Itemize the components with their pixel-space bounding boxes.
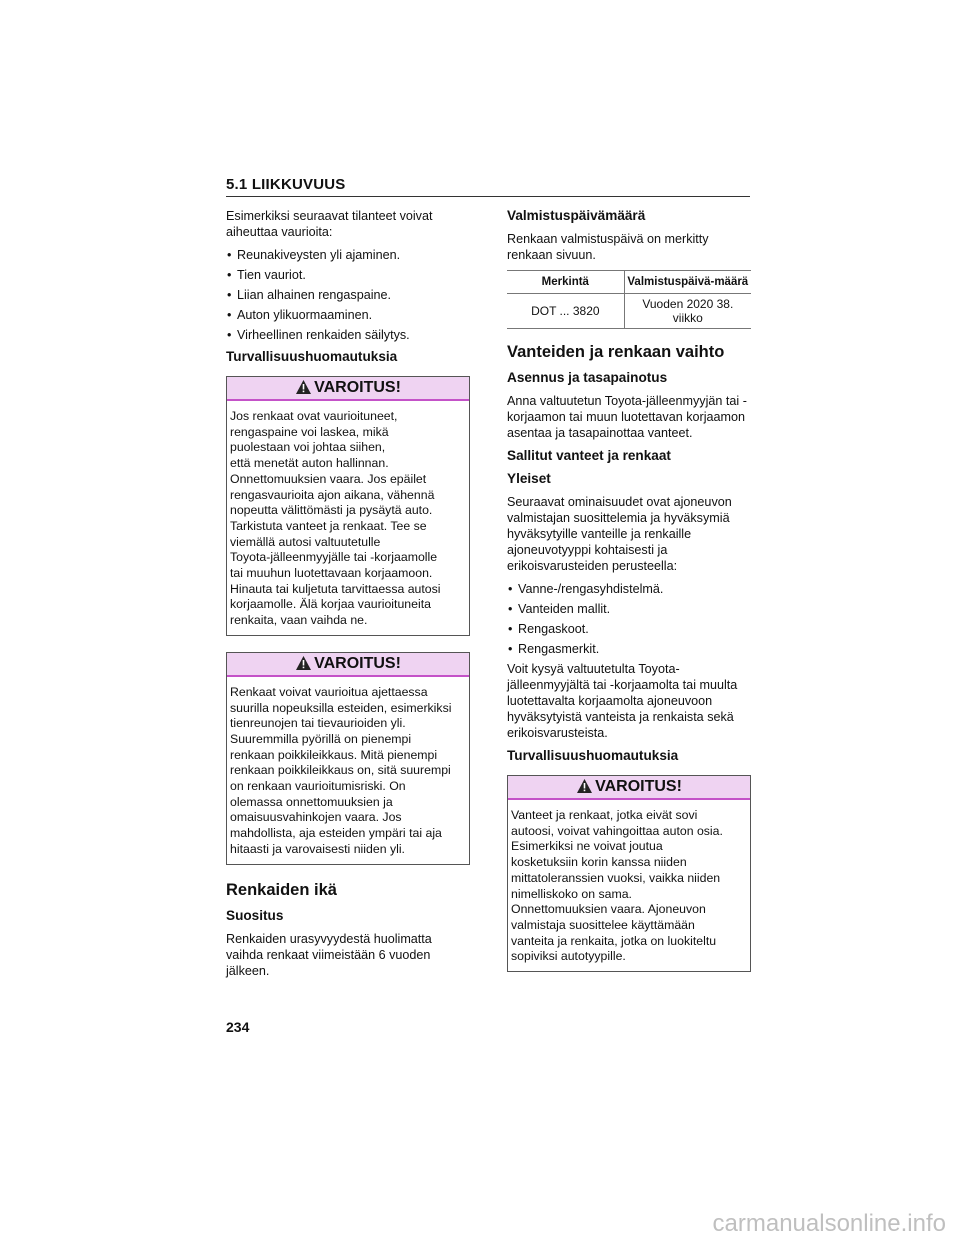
recommendation-text: Renkaiden urasyvyydestä huolimatta vaihda renkaat viimeistään 6 vuoden jälkeen. [226,931,432,978]
warning-line: puolestaan voi johtaa siihen, [230,440,386,455]
warning-line: korjaamolle. Älä korjaa vaurioituneita [230,597,431,612]
ask-dealer-text: Voit kysyä valtuutetulta Toyota-jälleenmyyjältä tai -korjaamolta tai muulta luotettavalta korjaamolta ajoneuvoon hyväksytyistä vanteista ja renkaista sekä erikoisvarusteista. [507,662,738,740]
table-header-date: Valmistuspäivä-määrä [624,271,751,294]
warning-line: vanteita ja renkaita, jotka on luokiteltu [511,933,717,948]
warning-line: olemassa onnettomuuksien ja [230,794,393,809]
warning-line: omaisuusvahinkojen vaara. Jos [230,810,402,825]
list-item: • Rengasmerkit. [507,641,751,657]
warning-body [227,401,469,635]
warning-line: hitaasti ja varovaisesti niiden yli. [230,841,405,856]
table-row [507,294,751,329]
warning-body [508,800,750,971]
watermark: carmanualsonline.info [712,1210,946,1237]
warning-title: VAROITUS! [227,653,469,677]
warning-line: nimelliskoko on sama. [511,886,632,901]
table-cell-date: Vuoden 2020 38. viikko [624,294,751,329]
warning-line: Onnettomuuksien vaara. Jos epäilet [230,471,427,486]
list-item: • Tien vauriot. [226,267,470,283]
damage-causes-list [226,247,470,343]
warning-box-damaged-tyres [226,376,470,636]
warning-line: että menetät auton hallinnan. [230,456,389,471]
warning-box-high-speed [226,652,470,865]
warning-line: Toyota-jälleenmyyjälle tai -korjaamolle [230,550,438,565]
warning-line: sopiviksi autotyypille. [511,949,626,964]
mounting-text: Anna valtuutetun Toyota-jälleenmyyjän tai -korjaamon tai muun luotettavan korjaamon asentaa ja tasapainottaa vanteet. [507,394,747,440]
section-header: 5.1 LIIKKUVUUS [226,176,750,197]
safety-heading: Turvallisuushuomautuksia [507,748,679,763]
safety-heading: Turvallisuushuomautuksia [226,349,398,364]
warning-line: Esimerkiksi ne voivat joutua [511,839,663,854]
manufacture-date-heading: Valmistuspäivämäärä [507,208,646,223]
warning-title: VAROITUS! [227,377,469,401]
general-text: Seuraavat ominaisuudet ovat ajoneuvon valmistajan suosittelemia ja hyväksymiä hyväksytyille vanteille ja renkaille ajoneuvotyyppi kohtaisesti ja erikoisvarusteiden perusteella: [507,495,732,573]
list-item: • Virheellinen renkaiden säilytys. [226,327,470,343]
warning-line: Suuremmilla pyörillä on pienempi [230,731,412,746]
warning-triangle-icon [295,655,312,671]
table-header-marking: Merkintä [507,271,624,294]
warning-line: rengaspaine voi laskea, mikä [230,424,389,439]
manufacture-date-table [507,270,751,329]
intro-text: Esimerkiksi seuraavat tilanteet voivat aiheuttaa vaurioita: [226,209,433,239]
warning-triangle-icon [576,778,593,794]
list-item: • Liian alhainen rengaspaine. [226,287,470,303]
manufacture-date-text: Renkaan valmistuspäivä on merkitty renkaan sivuun. [507,232,709,262]
warning-line: renkaita, vaan vaihda ne. [230,613,368,628]
warning-line: mahdollista, aja esteiden ympäri tai aja [230,826,442,841]
warning-box-unsuitable-wheels [507,775,751,972]
warning-title: VAROITUS! [508,776,750,800]
right-column [507,208,751,988]
warning-line: tai muuhun luotettavaan korjaamoon. [230,566,433,581]
warning-line: Onnettomuuksien vaara. Ajoneuvon [511,902,706,917]
warning-line: on renkaan vaurioitumisriski. On [230,779,406,794]
tyre-age-heading: Renkaiden ikä [226,880,337,899]
warning-body [227,677,469,864]
mounting-heading: Asennus ja tasapainotus [507,370,668,385]
list-item: • Reunakiveysten yli ajaminen. [226,247,470,263]
table-cell-marking: DOT ... 3820 [507,294,624,329]
warning-line: autoosi, voivat vahingoittaa auton osia. [511,823,723,838]
warning-line: renkaan poikkileikkaus. Mitä pienempi [230,747,438,762]
warning-line: suurilla nopeuksilla esteiden, esimerkiksi [230,700,452,715]
list-item: • Rengaskoot. [507,621,751,637]
page-number: 234 [226,1019,250,1035]
wheel-change-heading: Vanteiden ja renkaan vaihto [507,343,725,361]
warning-line: Vanteet ja renkaat, jotka eivät sovi [511,808,698,822]
warning-triangle-icon [295,379,312,395]
list-item: • Vanne-/rengasyhdistelmä. [507,581,751,597]
warning-line: Hinauta tai kuljetuta tarvittaessa autosi [230,581,441,596]
warning-line: tienreunojen tai tievaurioiden yli. [230,716,406,731]
table-header-row [507,271,751,294]
recommendation-heading: Suositus [226,907,284,923]
left-column [226,208,470,986]
warning-line: nopeutta välittömästi ja pysäytä auto. [230,503,433,518]
approved-items-list [507,581,751,657]
general-heading: Yleiset [507,471,551,486]
warning-line: Renkaat voivat vaurioitua ajettaessa [230,684,428,699]
warning-line: Tarkistuta vanteet ja renkaat. Tee se [230,518,427,533]
list-item: • Auton ylikuormaaminen. [226,307,470,323]
warning-line: rengasvaurioita ajon aikana, vähennä [230,487,435,502]
allowed-wheels-heading: Sallitut vanteet ja renkaat [507,448,671,463]
warning-line: viemällä autosi valtuutetulle [230,534,381,549]
warning-line: Jos renkaat ovat vaurioituneet, [230,409,398,423]
warning-line: renkaan poikkileikkaus on, sitä suurempi [230,763,451,778]
warning-line: mittatoleranssien vuoksi, vaikka niiden [511,870,721,885]
warning-line: valmistaja suosittelee käyttämään [511,917,695,932]
warning-line: kosketuksiin korin kanssa niiden [511,855,687,870]
list-item: • Vanteiden mallit. [507,601,751,617]
